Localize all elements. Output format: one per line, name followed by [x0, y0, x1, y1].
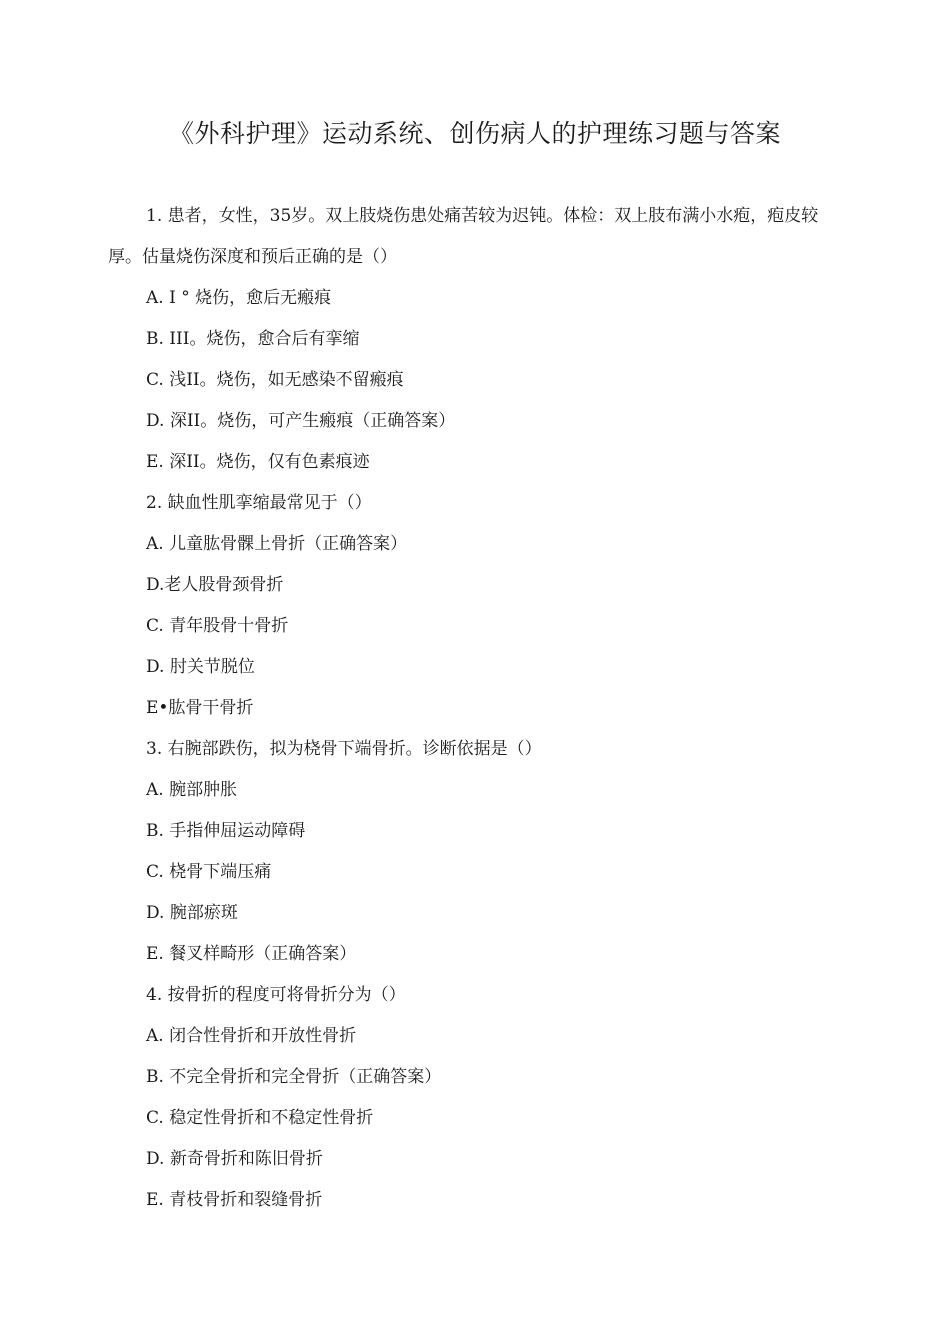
- question-4-option-d: D. 新奇骨折和陈旧骨折: [146, 1149, 323, 1169]
- question-4-option-e: E. 青枝骨折和裂缝骨折: [146, 1190, 323, 1210]
- question-4-option-c: C. 稳定性骨折和不稳定性骨折: [146, 1108, 374, 1128]
- question-1-option-a: A. I ° 烧伤，愈后无瘢痕: [146, 288, 332, 308]
- question-1-option-c: C. 浅II。烧伤，如无感染不留瘢痕: [146, 370, 404, 390]
- question-3-option-b: B. 手指伸屈运动障碍: [146, 821, 306, 841]
- document-title: 《外科护理》运动系统、创伤病人的护理练习题与答案: [168, 119, 781, 148]
- question-2-stem: 2. 缺血性肌挛缩最常见于（）: [146, 493, 372, 513]
- question-2-option-a: A. 儿童肱骨髁上骨折（正确答案）: [146, 534, 408, 554]
- question-3-option-a: A. 腕部肿胀: [146, 780, 238, 800]
- question-list: [108, 196, 828, 1221]
- question-4-option-a: A. 闭合性骨折和开放性骨折: [146, 1026, 357, 1046]
- question-1-option-b: B. III。烧伤，愈合后有挛缩: [146, 329, 360, 349]
- question-2-option-d: D. 肘关节脱位: [146, 657, 255, 677]
- question-3-stem: 3. 右腕部跌伤，拟为桡骨下端骨折。诊断依据是（）: [146, 739, 542, 759]
- question-4-option-b: B. 不完全骨折和完全骨折（正确答案）: [146, 1067, 442, 1087]
- question-1-option-d: D. 深II。烧伤，可产生瘢痕（正确答案）: [146, 411, 456, 431]
- question-3-option-d: D. 腕部瘀斑: [146, 903, 238, 923]
- question-1-stem: 1. 患者，女性，35岁。双上肢烧伤患处痛苦较为迟钝。体检：双上肢布满小水疱，疱皮较厚。估量烧伤深度和预后正确的是（）: [108, 206, 819, 267]
- question-2-option-e: E•肱骨干骨折: [146, 698, 254, 718]
- question-2-option-b: D.老人股骨颈骨折: [146, 575, 284, 595]
- question-1-option-e: E. 深II。烧伤，仅有色素痕迹: [146, 452, 370, 472]
- question-2-option-c: C. 青年股骨十骨折: [146, 616, 289, 636]
- question-4-stem: 4. 按骨折的程度可将骨折分为（）: [146, 985, 406, 1005]
- question-3-option-e: E. 餐叉样畸形（正确答案）: [146, 944, 357, 964]
- question-3-option-c: C. 桡骨下端压痛: [146, 862, 272, 882]
